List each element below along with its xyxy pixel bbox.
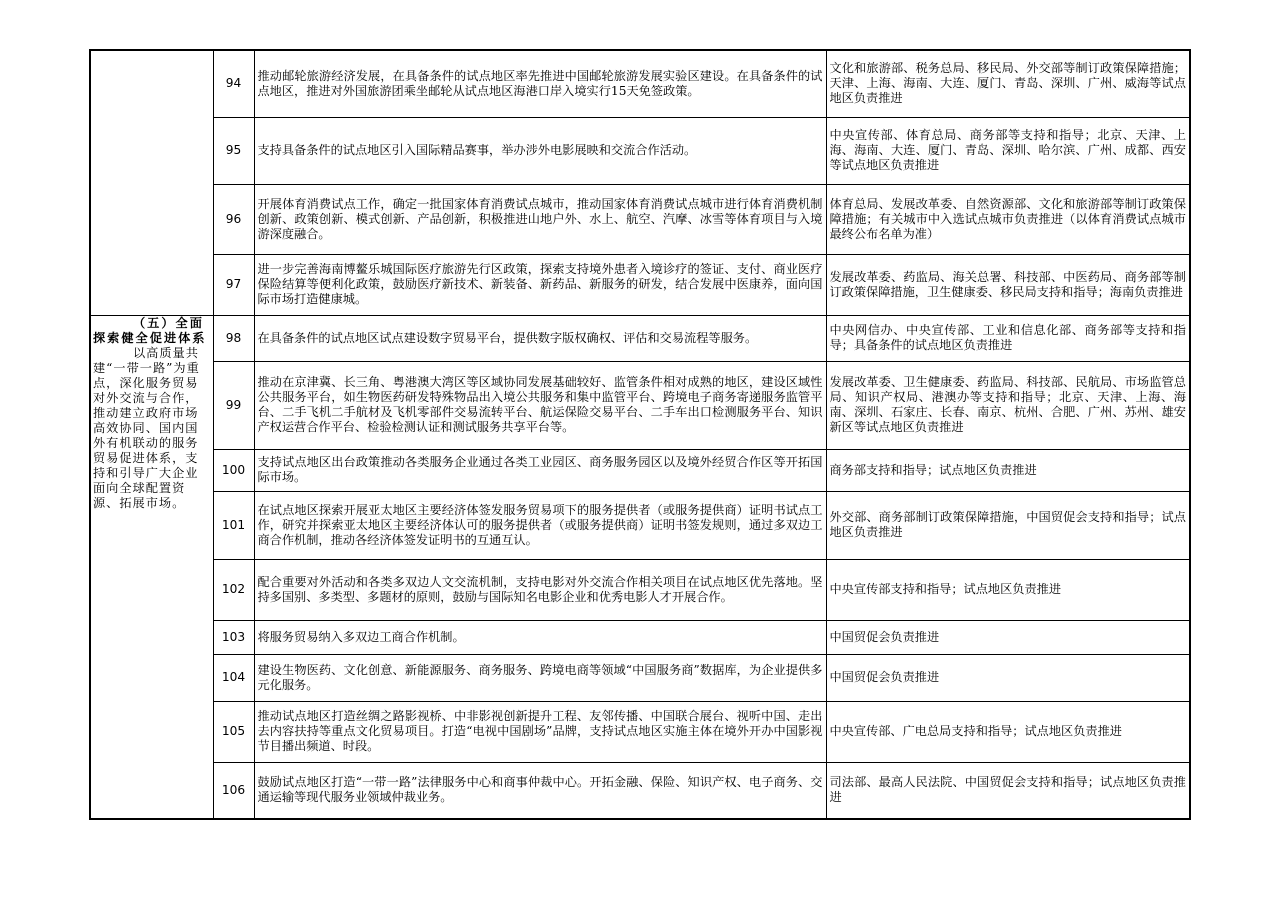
task-text: 在具备条件的试点地区试点建设数字贸易平台，提供数字版权确权、评估和交易流程等服务。 (254, 315, 826, 361)
table-row (90, 449, 1190, 491)
department-text: 中央网信办、中央宣传部、工业和信息化部、商务部等支持和指导；具备条件的试点地区负责推进 (826, 315, 1190, 361)
table-row (90, 620, 1190, 654)
department-text: 发展改革委、药监局、海关总署、科技部、中医药局、商务部等制订政策保障措施，卫生健康委、移民局支持和指导；海南负责推进 (826, 254, 1190, 315)
item-number: 99 (213, 361, 254, 449)
department-text: 文化和旅游部、税务总局、移民局、外交部等制订政策保障措施；天津、上海、海南、大连、厦门、青岛、深圳、广州、威海等试点地区负责推进 (826, 50, 1190, 117)
item-number: 94 (213, 50, 254, 117)
item-number: 95 (213, 117, 254, 184)
item-number: 98 (213, 315, 254, 361)
category-cell (90, 315, 213, 819)
task-text: 在试点地区探索开展亚太地区主要经济体签发服务贸易项下的服务提供者（或服务提供商）证明书试点工作，研究并探索亚太地区主要经济体认可的服务提供者（或服务提供商）证明书签发规则，通过多双边工商合作机制，推动各经济体签发证明书的互通互认。 (254, 491, 826, 559)
item-number: 104 (213, 654, 254, 701)
department-text: 外交部、商务部制订政策保障措施，中国贸促会支持和指导；试点地区负责推进 (826, 491, 1190, 559)
item-number: 101 (213, 491, 254, 559)
table-row (90, 654, 1190, 701)
task-text: 支持试点地区出台政策推动各类服务企业通过各类工业园区、商务服务园区以及境外经贸合作区等开拓国际市场。 (254, 449, 826, 491)
item-number: 100 (213, 449, 254, 491)
table-row (90, 762, 1190, 819)
department-text: 商务部支持和指导；试点地区负责推进 (826, 449, 1190, 491)
department-text: 发展改革委、卫生健康委、药监局、科技部、民航局、市场监管总局、知识产权局、港澳办等支持和指导；北京、天津、上海、海南、深圳、石家庄、长春、南京、杭州、合肥、广州、苏州、雄安新区等试点地区负责推进 (826, 361, 1190, 449)
task-text: 支持具备条件的试点地区引入国际精品赛事，举办涉外电影展映和交流合作活动。 (254, 117, 826, 184)
table-row (90, 701, 1190, 762)
policy-table (89, 49, 1191, 820)
task-text: 建设生物医药、文化创意、新能源服务、商务服务、跨境电商等领域“中国服务商”数据库，为企业提供多元化服务。 (254, 654, 826, 701)
table-row (90, 559, 1190, 620)
category-description: 以高质量共建“一带一路”为重点，深化服务贸易对外交流与合作，推动建立政府市场高效协同、国内国外有机联动的服务贸易促进体系，支持和引导广大企业面向全球配置资源、拓展市场。 (93, 345, 200, 510)
table-row (90, 184, 1190, 254)
item-number: 102 (213, 559, 254, 620)
department-text: 中央宣传部支持和指导；试点地区负责推进 (826, 559, 1190, 620)
item-number: 97 (213, 254, 254, 315)
item-number: 96 (213, 184, 254, 254)
task-text: 进一步完善海南博鳌乐城国际医疗旅游先行区政策，探索支持境外患者入境诊疗的签证、支付、商业医疗保险结算等便利化政策，鼓励医疗新技术、新装备、新药品、新服务的研发，结合发展中医康养，面向国际市场打造健康城。 (254, 254, 826, 315)
task-text: 鼓励试点地区打造“一带一路”法律服务中心和商事仲裁中心。开拓金融、保险、知识产权、电子商务、交通运输等现代服务业领域仲裁业务。 (254, 762, 826, 819)
category-title: （五）全面探索健全促进体系 (93, 315, 207, 345)
department-text: 中国贸促会负责推进 (826, 654, 1190, 701)
table-row (90, 491, 1190, 559)
task-text: 推动邮轮旅游经济发展，在具备条件的试点地区率先推进中国邮轮旅游发展实验区建设。在具备条件的试点地区，推进对外国旅游团乘坐邮轮从试点地区海港口岸入境实行15天免签政策。 (254, 50, 826, 117)
task-text: 推动在京津冀、长三角、粤港澳大湾区等区域协同发展基础较好、监管条件相对成熟的地区，建设区域性公共服务平台，如生物医药研发特殊物品出入境公共服务和集中监管平台、跨境电子商务寄递服务监管平台、二手飞机二手航材及飞机零部件交易流转平台、航运保险交易平台、二手车出口检测服务平台、知识产权运营合作平台、检验检测认证和测试服务共享平台等。 (254, 361, 826, 449)
item-number: 106 (213, 762, 254, 819)
department-text: 中国贸促会负责推进 (826, 620, 1190, 654)
department-text: 中央宣传部、体育总局、商务部等支持和指导；北京、天津、上海、海南、大连、厦门、青岛、深圳、哈尔滨、广州、成都、西安等试点地区负责推进 (826, 117, 1190, 184)
category-cell-blank (90, 50, 213, 315)
task-text: 将服务贸易纳入多双边工商合作机制。 (254, 620, 826, 654)
item-number: 103 (213, 620, 254, 654)
task-text: 配合重要对外活动和各类多双边人文交流机制，支持电影对外交流合作相关项目在试点地区优先落地。坚持多国别、多类型、多题材的原则，鼓励与国际知名电影企业和优秀电影人才开展合作。 (254, 559, 826, 620)
task-text: 开展体育消费试点工作，确定一批国家体育消费试点城市，推动国家体育消费试点城市进行体育消费机制创新、政策创新、模式创新、产品创新，积极推进山地户外、水上、航空、汽摩、冰雪等体育项目与入境游深度融合。 (254, 184, 826, 254)
table-row (90, 50, 1190, 117)
table-row (90, 315, 1190, 361)
table-row (90, 117, 1190, 184)
department-text: 司法部、最高人民法院、中国贸促会支持和指导；试点地区负责推进 (826, 762, 1190, 819)
department-text: 中央宣传部、广电总局支持和指导；试点地区负责推进 (826, 701, 1190, 762)
department-text: 体育总局、发展改革委、自然资源部、文化和旅游部等制订政策保障措施；有关城市中入选试点城市负责推进（以体育消费试点城市最终公布名单为准） (826, 184, 1190, 254)
item-number: 105 (213, 701, 254, 762)
table-row (90, 254, 1190, 315)
table-row (90, 361, 1190, 449)
task-text: 推动试点地区打造丝绸之路影视桥、中非影视创新提升工程、友邻传播、中国联合展台、视听中国、走出去内容扶持等重点文化贸易项目。打造“电视中国剧场”品牌，支持试点地区实施主体在境外开办中国影视节目播出频道、时段。 (254, 701, 826, 762)
